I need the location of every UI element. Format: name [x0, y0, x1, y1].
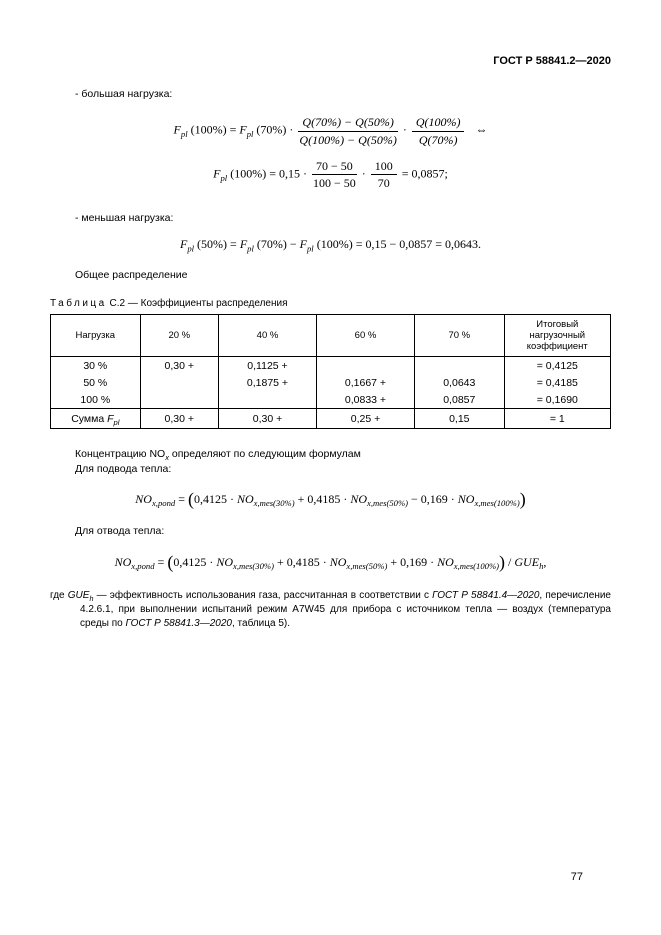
table-cell: 0,0857 — [414, 391, 504, 409]
table-cell — [218, 391, 316, 409]
table-caption-rest: С.2 — Коэффициенты распределения — [109, 298, 288, 310]
page-header: ГОСТ Р 58841.2—2020 — [493, 55, 611, 67]
table-cell: 0,30 + — [218, 409, 316, 429]
table-cell: = 0,4185 — [504, 374, 610, 391]
table-cell: 0,30 + — [140, 357, 218, 375]
bullet-large-load: - большая нагрузка: — [75, 88, 173, 100]
table-cell: 0,0833 + — [316, 391, 414, 409]
table-cell: = 0,4125 — [504, 357, 610, 375]
table-header-cell: 70 % — [414, 315, 504, 357]
table-cell: 0,25 + — [316, 409, 414, 429]
table-cell — [140, 391, 218, 409]
nox-intro-text: Концентрацию $NO_x$ определяют по следующим формулам — [75, 448, 361, 463]
formula-nox-supply: $NO_{x,pond} = (0,4125 \cdot NO_{x,mes(30\%)} + 0,4185 \cdot NO_{x,mes(50\%)} - 0,169 \cdot NO_{x,mes(100\%)})$ — [135, 489, 526, 510]
table-cell: 0,15 — [414, 409, 504, 429]
table-cell: 0,1667 + — [316, 374, 414, 391]
table-row — [51, 391, 611, 409]
table-cell: 0,1125 + — [218, 357, 316, 375]
table-cell: 0,30 + — [140, 409, 218, 429]
table-row — [51, 374, 611, 391]
table-header-cell: 20 % — [140, 315, 218, 357]
table-cell: 0,0643 — [414, 374, 504, 391]
heat-supply-label: Для подвода тепла: — [75, 463, 172, 476]
table-cell — [414, 357, 504, 375]
table-cell: = 0,1690 — [504, 391, 610, 409]
table-cell: 100 % — [51, 391, 141, 409]
table-caption — [50, 298, 611, 309]
table-header-cell: Нагрузка — [51, 315, 141, 357]
table-header-cell: Итоговый нагрузочный коэффициент — [504, 315, 610, 357]
table-header-row — [51, 315, 611, 357]
table-cell — [140, 374, 218, 391]
formula-fpl50: $F_{pl}$ $(50\%) = F_{pl}$ $(70\%) - F_{pl}$ (100%) = 0,15 − 0,0857 = 0,0643. — [179, 236, 481, 254]
bullet-small-load: - меньшая нагрузка: — [75, 211, 174, 224]
distribution-table — [50, 314, 611, 429]
table-cell: 50 % — [51, 374, 141, 391]
table-header-cell: 60 % — [316, 315, 414, 357]
formula-nox-removal: $NO_{x,pond} = (0,4125 \cdot NO_{x,mes(30\%)} + 0,4185 \cdot NO_{x,mes(50\%)} + 0,169 \cdot NO_{x,mes(100\%)}) / GUE_h$, — [114, 551, 547, 572]
general-distribution-text: Общее распределение — [75, 268, 188, 281]
heat-removal-label: Для отвода тепла: — [75, 525, 165, 538]
table-cell: 30 % — [51, 357, 141, 375]
table-header-cell: 40 % — [218, 315, 316, 357]
table-cell: 0,1875 + — [218, 374, 316, 391]
table-cell-sum-label: Сумма $F_{pl}$ — [51, 409, 141, 429]
table-row — [51, 357, 611, 375]
formula-fpl100-symbolic: $F_{pl}$ $(100\%) = F_{pl}$ (70%) · $\frac{Q(70\%) - Q(50\%)}{Q(100\%) - Q(50\%)}$ · $\frac{Q(100\%)}{Q(70\%)}$ ⇔ — [173, 115, 488, 147]
where-paragraph: где $GUE_h$ — эффективность использования газа, рассчитанная в соответствии с ГОСТ Р 58841.4—2020, перечисление 4.2.6.1, при выполнении испытаний режим A7W45 для прибора с источником тепла — воздух (температура среды по ГОСТ Р 58841.3—2020, таблица 5). — [50, 589, 611, 629]
page-number: 77 — [570, 871, 583, 883]
table-cell: = 1 — [504, 409, 610, 429]
table-cell — [316, 357, 414, 375]
table-caption-word: Таблица — [50, 298, 107, 310]
formula-fpl100-numeric: $F_{pl}$ (100%) = 0,15 · $\frac{70 - 50}{100 - 50}$ · $\frac{100}{70}$ = 0,0857; — [213, 158, 448, 191]
table-sum-row — [51, 409, 611, 429]
